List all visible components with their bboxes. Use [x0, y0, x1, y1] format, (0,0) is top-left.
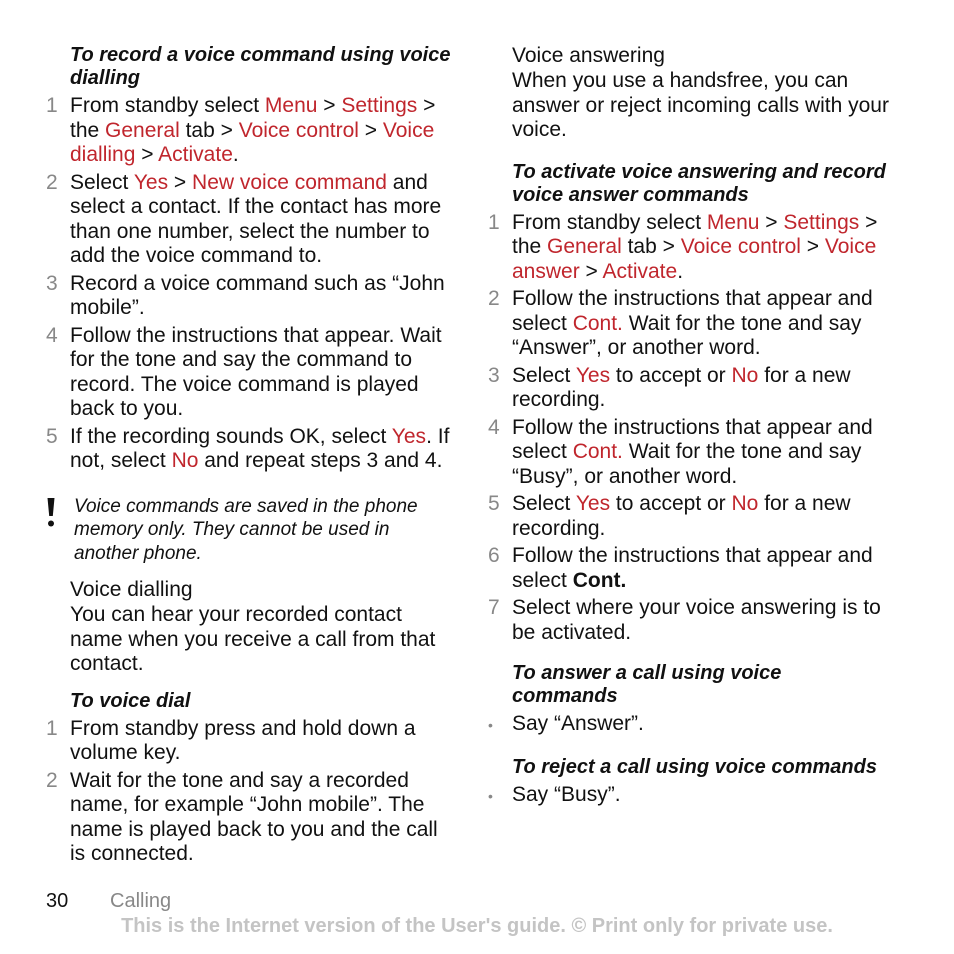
step-text-segment: From standby press and hold down a volume key. — [70, 716, 416, 764]
step-text-segment: Select — [512, 363, 576, 387]
procedure-title-answer: To answer a call using voice commands — [512, 662, 782, 707]
menu-term: Settings — [783, 210, 860, 234]
menu-term: Yes — [575, 492, 611, 515]
step-text-segment: Select — [512, 492, 576, 515]
step-number: 7 — [488, 596, 500, 619]
step-text-segment: . — [232, 143, 239, 166]
step — [488, 211, 892, 285]
step-number: 1 — [46, 94, 58, 117]
step — [488, 596, 892, 645]
section-title-voice-dialling: Voice dialling — [70, 578, 193, 601]
menu-term: No — [731, 492, 759, 515]
step-text — [512, 287, 892, 361]
step-text-segment: Wait for the tone and say “Answer”, or another word. — [512, 311, 862, 359]
step-text-segment: and select a contact. If the contact has more than one number, select the number to add the voice command to. — [70, 170, 442, 267]
voice-dialling-body: You can hear your recorded contact name when you receive a call from that contact. — [70, 603, 436, 675]
step-text-segment: and repeat steps 3 and 4. — [198, 449, 443, 472]
step-number: 2 — [488, 287, 500, 310]
step-text-segment: From standby select — [512, 210, 707, 234]
step-text-segment: for a new recording. — [512, 492, 851, 540]
menu-term: Voice dialling — [70, 118, 435, 166]
note-text: Voice commands are saved in the phone memory only. They cannot be used in another phone. — [74, 495, 418, 564]
menu-term: Menu — [264, 94, 318, 117]
step-text-segment: > — [168, 170, 193, 194]
menu-term: Settings — [341, 94, 418, 117]
menu-term: Yes — [391, 424, 427, 448]
step-text-segment: > — [579, 259, 603, 283]
step-text — [512, 364, 892, 413]
step-text — [70, 94, 452, 168]
step — [46, 171, 452, 269]
right-column — [488, 44, 892, 811]
step-text — [70, 324, 452, 422]
step-number: 3 — [488, 363, 500, 387]
left-column — [46, 44, 452, 870]
step-text — [512, 211, 892, 285]
step-text-segment: > — [759, 210, 784, 234]
menu-term: Cont. — [572, 311, 623, 335]
step-text-segment: > — [800, 235, 825, 258]
procedure-title-record: To record a voice command using voice dialling — [70, 44, 451, 89]
step — [46, 769, 452, 867]
menu-term: Yes — [575, 363, 611, 387]
step-text — [70, 171, 452, 269]
step-text-segment: to accept or — [610, 492, 732, 515]
step — [488, 287, 892, 361]
step-text-segment: to accept or — [610, 363, 732, 387]
step — [488, 492, 892, 541]
step-text — [70, 272, 452, 321]
step — [46, 94, 452, 168]
step-text-segment: If the recording sounds OK, select — [70, 424, 392, 448]
step-list-activate — [488, 211, 892, 646]
step-text — [70, 769, 452, 867]
exclamation-icon — [46, 495, 74, 566]
step-text — [70, 425, 452, 474]
section-title-voice-answering: Voice answering — [512, 44, 665, 67]
step-text-segment: Wait for the tone and say a recorded name, for example “John mobile”. The name is played back to you and the call is connected. — [70, 768, 438, 865]
step-text — [512, 492, 892, 541]
menu-term: No — [731, 363, 759, 387]
menu-term: New voice command — [192, 170, 387, 194]
procedure-title-voice-dial: To voice dial — [70, 689, 191, 712]
procedure-title-reject: To reject a call using voice commands — [512, 755, 877, 778]
step — [46, 425, 452, 474]
procedure-title-activate: To activate voice answering and record voice answer commands — [512, 160, 886, 206]
step — [46, 717, 452, 766]
step — [488, 364, 892, 413]
step-number: 5 — [488, 492, 500, 515]
step-text-segment: Follow the instructions that appear and select — [512, 287, 873, 335]
step-number: 4 — [46, 323, 58, 347]
step-number: 2 — [46, 768, 58, 792]
step-text-segment: Select — [70, 170, 134, 194]
step-text-segment: Follow the instructions that appear and select — [512, 544, 873, 592]
bullet: • — [488, 717, 493, 733]
voice-answering-body: When you use a handsfree, you can answer or reject incoming calls with your voice. — [512, 69, 889, 141]
page-number: 30 — [46, 890, 69, 912]
menu-term: Cont. — [572, 440, 623, 463]
note — [46, 495, 452, 566]
step-text — [512, 416, 892, 490]
bullet-text: Say “Busy”. — [512, 782, 621, 806]
chapter-name: Calling — [110, 890, 172, 912]
step — [46, 272, 452, 321]
menu-term: Voice control — [680, 235, 801, 258]
step-number: 4 — [488, 415, 500, 439]
bold-term: Cont. — [572, 568, 627, 592]
menu-term: Voice control — [238, 118, 359, 142]
step-list-record — [46, 94, 452, 474]
step-text-segment: . — [677, 259, 684, 283]
step-text-segment: Wait for the tone and say “Busy”, or another word. — [512, 440, 862, 488]
step-text-segment: > — [358, 118, 383, 142]
disclaimer: This is the Internet version of the User's guide. © Print only for private use. — [121, 915, 833, 937]
step-text-segment: tab > — [179, 118, 239, 142]
step-text — [512, 544, 892, 593]
list-item — [488, 712, 892, 738]
menu-term: Yes — [133, 170, 169, 194]
step-list-voice-dial — [46, 717, 452, 867]
step-number: 6 — [488, 544, 500, 567]
step-number: 5 — [46, 424, 58, 448]
menu-term: Menu — [706, 210, 760, 234]
step-text-segment: Follow the instructions that appear. Wait for the tone and say the command to record. The voice command is played back to you. — [70, 323, 442, 420]
step-text-segment: . If not, select — [70, 424, 450, 472]
step-text-segment: > — [135, 143, 159, 166]
bullet: • — [488, 787, 493, 804]
step-number: 2 — [46, 170, 58, 194]
menu-term: Voice answer — [512, 235, 877, 283]
step-text-segment: tab > — [621, 235, 681, 258]
step-text-segment: From standby select — [70, 94, 265, 117]
list-item — [488, 783, 892, 809]
step-text-segment: Select where your voice answering is to be activated. — [512, 596, 881, 644]
step-text-segment: Follow the instructions that appear and select — [512, 415, 873, 463]
menu-term: General — [105, 118, 180, 142]
step-text — [70, 717, 452, 766]
menu-term: Activate — [602, 259, 678, 283]
menu-term: General — [547, 235, 622, 258]
step-number: 1 — [488, 210, 500, 234]
bullet-text: Say “Answer”. — [512, 712, 644, 735]
step-text-segment: for a new recording. — [512, 363, 851, 411]
step-text-segment: Record a voice command such as “John mobile”. — [70, 271, 445, 319]
menu-term: Activate — [158, 143, 233, 166]
step — [46, 324, 452, 422]
step-text-segment: > the — [70, 94, 436, 142]
step — [488, 544, 892, 593]
step-text-segment: > — [317, 94, 342, 117]
step-text-segment: > the — [512, 210, 878, 258]
step-number: 3 — [46, 271, 58, 295]
menu-term: No — [171, 449, 199, 472]
step-number: 1 — [46, 716, 58, 740]
step-text — [512, 596, 892, 645]
step — [488, 416, 892, 490]
